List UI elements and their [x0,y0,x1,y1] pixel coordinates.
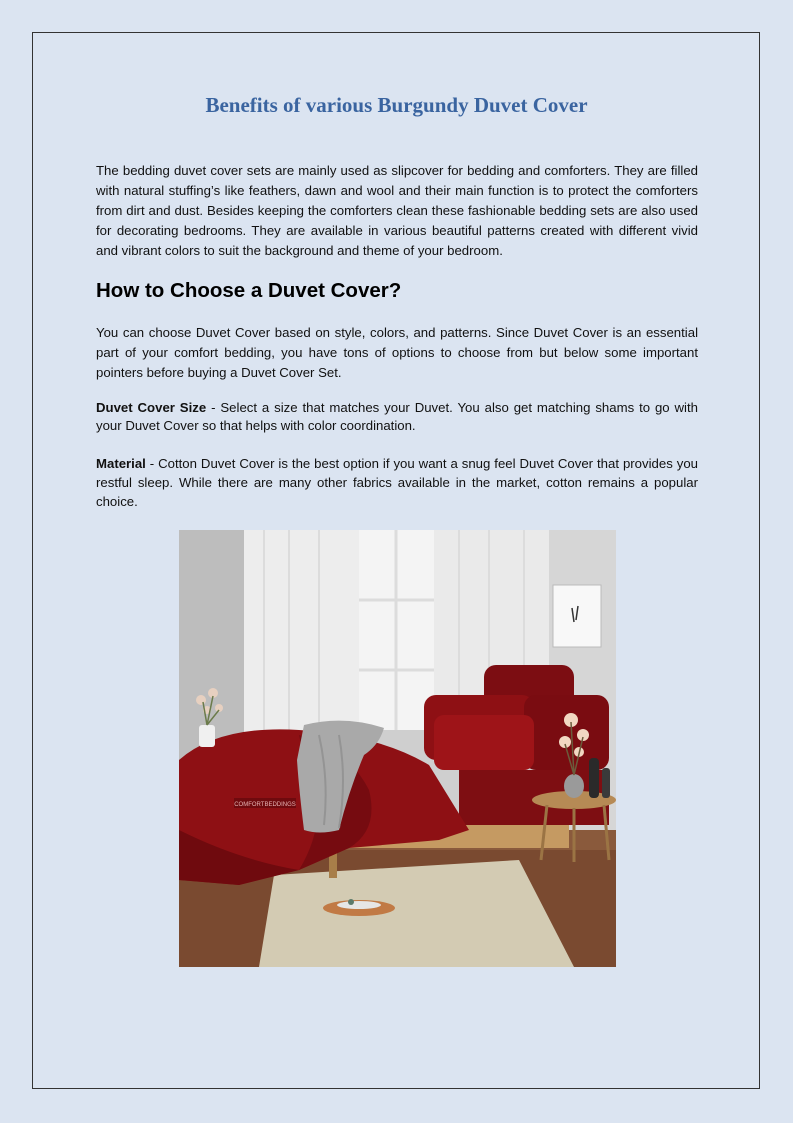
size-text: - Select a size that matches your Duvet. You also get matching shams to go with your Duvet Cover so that helps with color coordination. [96,400,698,433]
photo-watermark: COMFORTBEDDINGS [234,802,296,808]
size-label: Duvet Cover Size [96,400,207,415]
page-title: Benefits of various Burgundy Duvet Cover [205,93,588,117]
choose-paragraph: You can choose Duvet Cover based on style, colors, and patterns. Since Duvet Cover is an essential part of your comfort bedding, you have tons of options to choose from but below some important pointers before buying a Duvet Cover Set. [96,325,698,380]
material-paragraph [96,454,698,511]
size-paragraph [96,399,698,435]
material-label: Material [96,456,146,471]
material-text: - Cotton Duvet Cover is the best option if you want a snug feel Duvet Cover that provides you restful sleep. While there are many other fabrics available in the market, cotton remains a popular choice. [96,456,698,509]
intro-paragraph: The bedding duvet cover sets are mainly used as slipcover for bedding and comforters. They are filled with natural stuffing’s like feathers, dawn and wool and their main function is to protect the comforters from dirt and dust. Besides keeping the comforters clean these fashionable bedding sets are also used for decorating bedrooms. They are available in various beautiful patterns created with different vivid and vibrant colors to suit the background and theme of your bedroom. [96,163,698,258]
bedroom-photo [179,530,616,967]
section-heading: How to Choose a Duvet Cover? [96,279,402,302]
